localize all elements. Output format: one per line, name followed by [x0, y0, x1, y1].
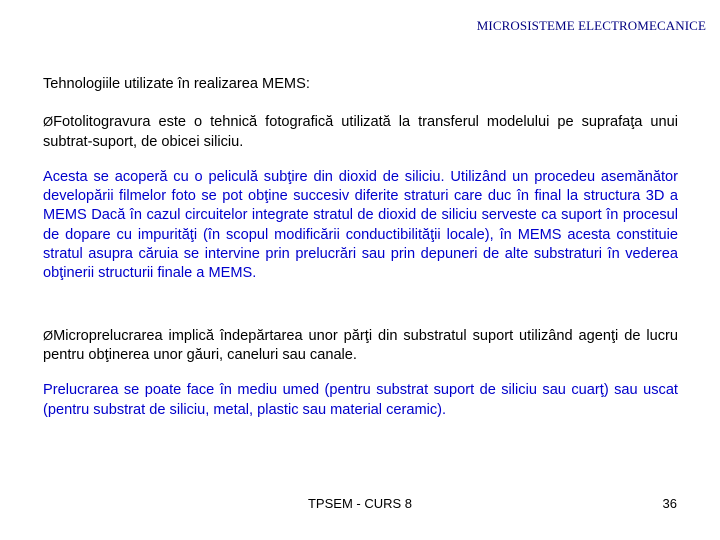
page-number: 36: [662, 496, 677, 511]
footer-course: TPSEM - CURS 8: [307, 496, 412, 511]
paragraph-prelucrarea: Prelucrarea se poate face în mediu umed (pentru substrat suport de siliciu sau cuarţ) sau uscat (pentru substrat de siliciu, metal, plastic sau material ceramic).: [43, 382, 678, 418]
bullet-fotolitogravura: [43, 112, 678, 152]
slide-header: MICROSISTEME ELECTROMECANICE: [476, 18, 706, 33]
bullet-microprelucrarea: [43, 326, 678, 366]
bullet-text: Microprelucrarea implică îndepărtarea unor părţi din substratul suport utilizând agenţi de lucru pentru obţinerea unor găuri, caneluri sau canale.: [43, 327, 678, 363]
bullet-text: Fotolitogravura este o tehnică fotografică utilizată la transferul modelului pe suprafaţa unui subtrat-suport, de obicei siliciu.: [43, 114, 678, 150]
arrow-bullet-icon: Ø: [43, 114, 54, 130]
paragraph-fotolitogravura: Acesta se acoperă cu o peliculă subţire din dioxid de siliciu. Utilizând un procedeu asemănător developării filmelor foto se pot obţine succesiv diferite straturi care duc în final la structura 3D a MEMS Dacă în cazul circuitelor integrate stratul de dioxid de siliciu serveste ca suport în procesul de dopare cu impurităţi (în scopul modificării conductibilităţii locale), în MEMS acesta constituie stratul asupra căruia se intervine prin prelucrări sau prin depuneri de alte substraturi în vederea obţinerii structurii finale a MEMS.: [43, 168, 678, 282]
arrow-bullet-icon: Ø: [43, 327, 54, 343]
intro-heading: Tehnologiile utilizate în realizarea MEMS:: [43, 76, 310, 92]
slide-content: [43, 75, 678, 420]
